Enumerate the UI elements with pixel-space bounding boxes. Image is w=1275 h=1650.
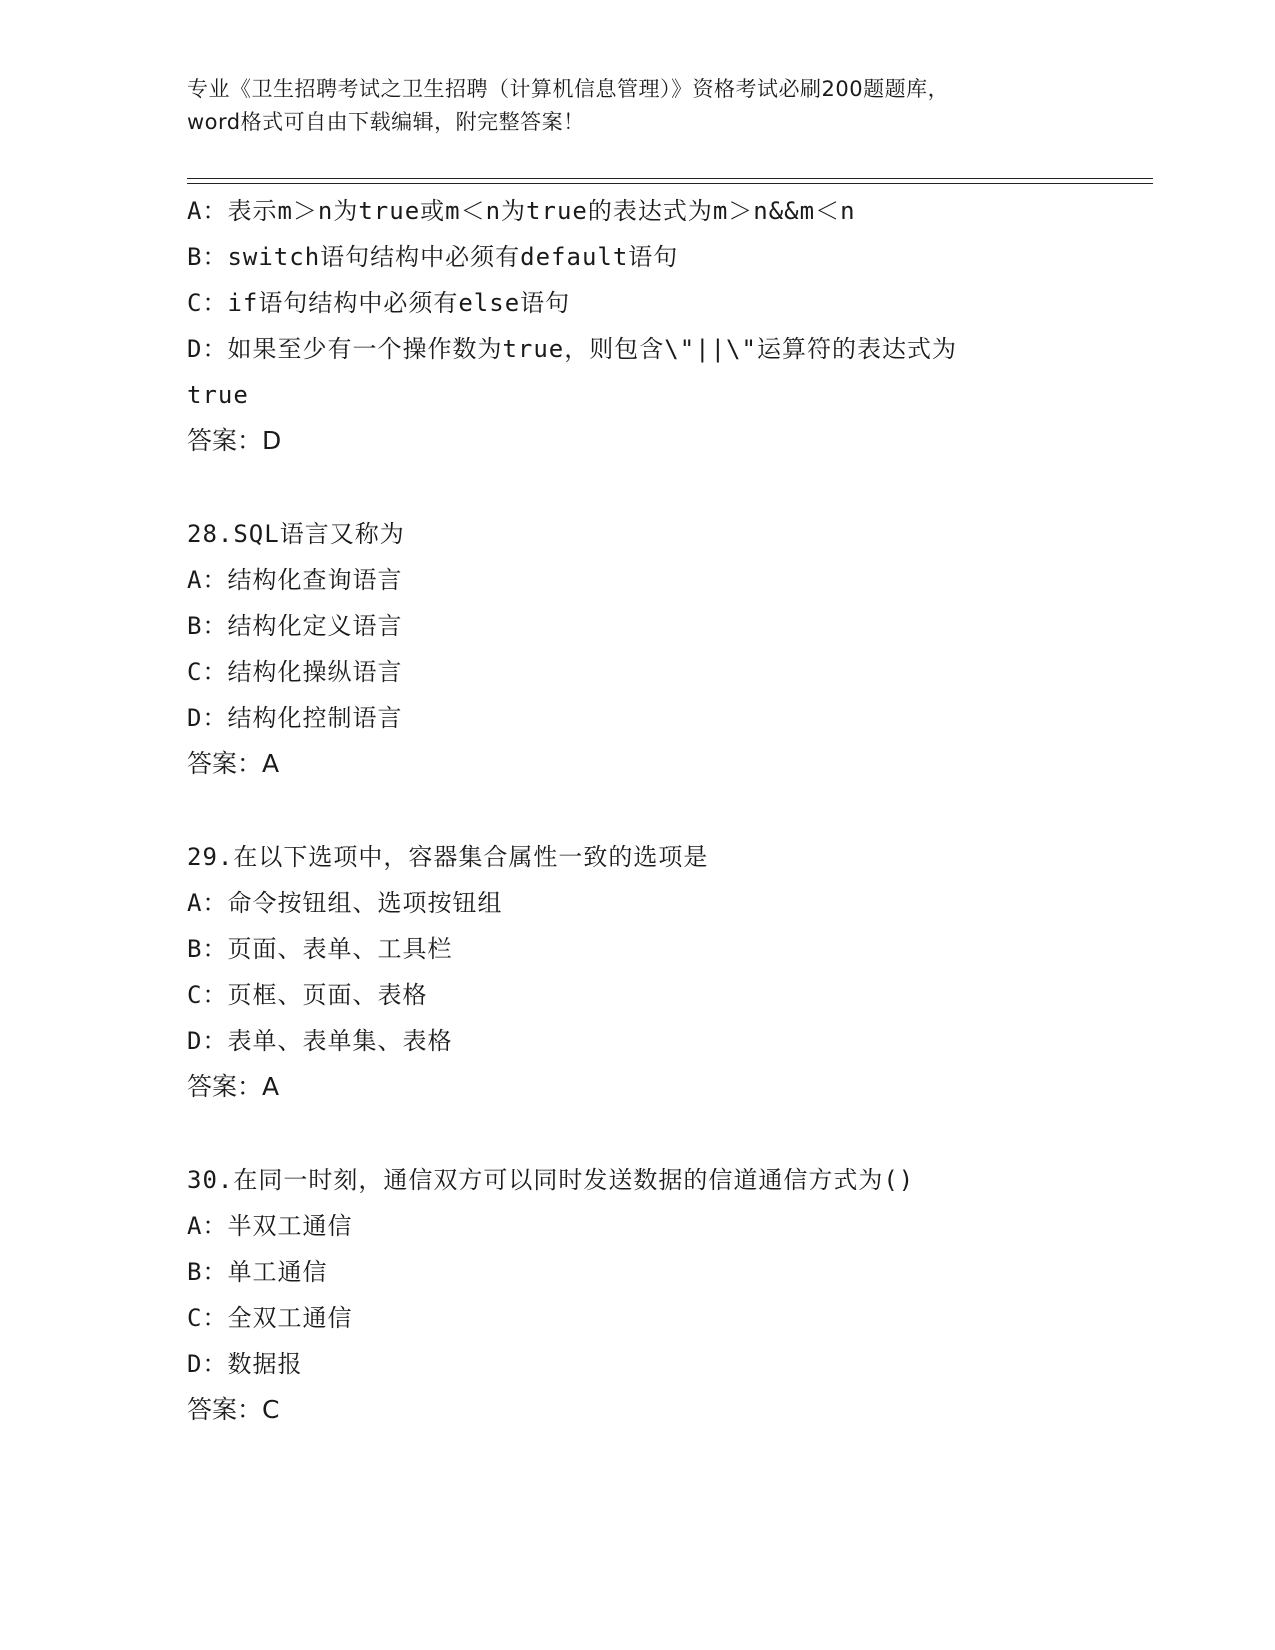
option-b: B：页面、表单、工具栏 bbox=[187, 935, 453, 963]
question-stem: 28.SQL语言又称为 bbox=[187, 520, 405, 548]
option-a: A：命令按钮组、选项按钮组 bbox=[187, 889, 503, 917]
option-a: A：结构化查询语言 bbox=[187, 566, 403, 594]
question-stem: 30.在同一时刻，通信双方可以同时发送数据的信道通信方式为() bbox=[187, 1166, 915, 1194]
spacer bbox=[187, 1110, 1147, 1157]
question-list bbox=[187, 188, 1147, 1433]
header-line-1: 专业《卫生招聘考试之卫生招聘（计算机信息管理）》资格考试必刷200题题库， bbox=[187, 77, 950, 101]
header-divider-top bbox=[187, 178, 1153, 179]
option-c: C：结构化操纵语言 bbox=[187, 658, 403, 686]
option-c: C：if语句结构中必须有else语句 bbox=[187, 289, 571, 317]
option-d: D：数据报 bbox=[187, 1350, 303, 1378]
option-d: D：结构化控制语言 bbox=[187, 704, 403, 732]
option-d: D：如果至少有一个操作数为true，则包含\"||\"运算符的表达式为 bbox=[187, 335, 957, 363]
header-divider-bottom bbox=[187, 183, 1153, 184]
option-b: B：switch语句结构中必须有default语句 bbox=[187, 243, 679, 271]
answer-label: 答案：A bbox=[187, 749, 280, 778]
header-line-2: word格式可自由下载编辑，附完整答案！ bbox=[187, 110, 585, 134]
document-header bbox=[187, 73, 1087, 139]
spacer bbox=[187, 787, 1147, 834]
answer-label: 答案：A bbox=[187, 1072, 280, 1101]
question-block-27 bbox=[187, 188, 1147, 464]
spacer bbox=[187, 464, 1147, 511]
answer-label: 答案：C bbox=[187, 1395, 280, 1424]
question-block-30 bbox=[187, 1157, 1147, 1433]
option-b: B：结构化定义语言 bbox=[187, 612, 403, 640]
option-c: C：页框、页面、表格 bbox=[187, 981, 428, 1009]
option-d-continued: true bbox=[187, 381, 249, 409]
question-block-28 bbox=[187, 511, 1147, 787]
option-b: B：单工通信 bbox=[187, 1258, 328, 1286]
option-d: D：表单、表单集、表格 bbox=[187, 1027, 453, 1055]
question-stem: 29.在以下选项中，容器集合属性一致的选项是 bbox=[187, 843, 709, 871]
option-a: A：半双工通信 bbox=[187, 1212, 353, 1240]
answer-label: 答案：D bbox=[187, 426, 282, 455]
question-block-29 bbox=[187, 834, 1147, 1110]
option-c: C：全双工通信 bbox=[187, 1304, 353, 1332]
option-a: A：表示m＞n为true或m＜n为true的表达式为m＞n&&m＜n bbox=[187, 197, 856, 225]
